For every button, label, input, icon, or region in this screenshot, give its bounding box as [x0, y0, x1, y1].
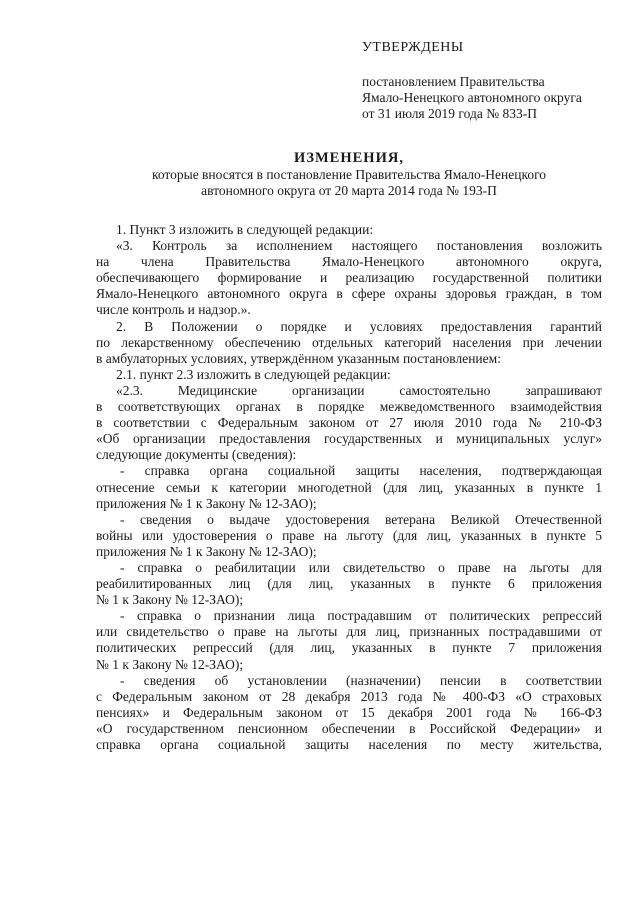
text-line: 1. Пункт 3 изложить в следующей редакции: [116, 222, 374, 237]
text-line: - справка органа социальной защиты населения, подтверждающая [120, 463, 602, 479]
text-line: в соответствующих органах в порядке межведомственного взаимодействия [96, 399, 602, 415]
text-line: следующие документы (сведения): [96, 447, 297, 463]
text-line: 2.1. пункт 2.3 изложить в следующей редакции: [116, 366, 391, 382]
text-line: № 1 к Закону № 12-ЗАО); [96, 656, 244, 672]
text-line: в амбулаторных условиях, утверждённом указанным постановлением: [96, 350, 501, 366]
text-line: приложения № 1 к Закону № 12-ЗАО); [96, 543, 317, 559]
text-line: - сведения об установлении (назначении) пенсии в соответствии [120, 672, 602, 688]
text-line: пенсиях» и Федеральным законом от 15 декабря 2001 года № 166-ФЗ [96, 704, 602, 720]
approval-line-2: Ямало-Ненецкого автономного округа [362, 90, 582, 105]
document-body [96, 222, 602, 753]
text-line: политических репрессий (для лиц, указанных в пункте 7 приложения [96, 640, 602, 656]
document-heading [96, 0, 602, 199]
text-line: числе контроль и надзор.». [96, 302, 251, 318]
text-line: справка органа социальной защиты населения по месту жительства, [96, 737, 602, 752]
text-line: реабилитированных лиц (для лиц, указанных в пункте 6 приложения [96, 576, 602, 592]
text-line: в соответствии с Федеральным законом от 27 июля 2010 года № 210-ФЗ [96, 415, 602, 431]
text-line: № 1 к Закону № 12-ЗАО); [96, 592, 244, 608]
approval-line-1: постановлением Правительства [362, 74, 545, 89]
document-subtitle-line-1: которые вносятся в постановление Правительства Ямало-Ненецкого [151, 167, 547, 182]
text-line: - сведения о выдаче удостоверения ветерана Великой Отечественной [120, 511, 602, 527]
text-line: войны или удостоверения о праве на льготу (для лиц, указанных в пункте 5 [96, 527, 602, 543]
document-title: ИЗМЕНЕНИЯ, [294, 150, 404, 166]
text-line: - справка о реабилитации или свидетельство о праве на льготы для [120, 559, 602, 575]
text-line: 2. В Положении о порядке и условиях предоставления гарантий [116, 318, 602, 334]
text-line: по лекарственному обеспечению отдельных категорий населения при лечении [96, 334, 602, 350]
document-subtitle-line-2: автономного округа от 20 марта 2014 года № 193-П [201, 183, 497, 198]
text-line: на члена Правительства Ямало-Ненецкого автономного округа, [96, 254, 602, 270]
text-line: - справка о признании лица пострадавшим от политических репрессий [120, 608, 602, 624]
text-line: «О государственном пенсионном обеспечении в Российской Федерации» и [96, 720, 602, 736]
text-line: или свидетельство о праве на льготы для лиц, признанных пострадавшими от [96, 624, 602, 640]
text-line: «2.3. Медицинские организации самостоятельно запрашивают [116, 382, 602, 398]
text-line: «3. Контроль за исполнением настоящего постановления возложить [116, 238, 602, 254]
text-line: приложения № 1 к Закону № 12-ЗАО); [96, 495, 317, 511]
text-line: обеспечивающего формирование и реализацию государственной политики [96, 270, 602, 286]
text-line: отнесение семьи к категории многодетной (для лиц, указанных в пункте 1 [96, 479, 602, 495]
approval-line-3: от 31 июля 2019 года № 833-П [362, 106, 537, 121]
text-line: с Федеральным законом от 28 декабря 2013 года № 400-ФЗ «О страховых [96, 688, 602, 704]
text-line: «Об организации предоставления государственных и муниципальных услуг» [96, 431, 602, 447]
text-line: Ямало-Ненецкого автономного округа в сфере охраны здоровья граждан, в том [96, 286, 602, 302]
approval-title: УТВЕРЖДЕНЫ [362, 40, 464, 55]
